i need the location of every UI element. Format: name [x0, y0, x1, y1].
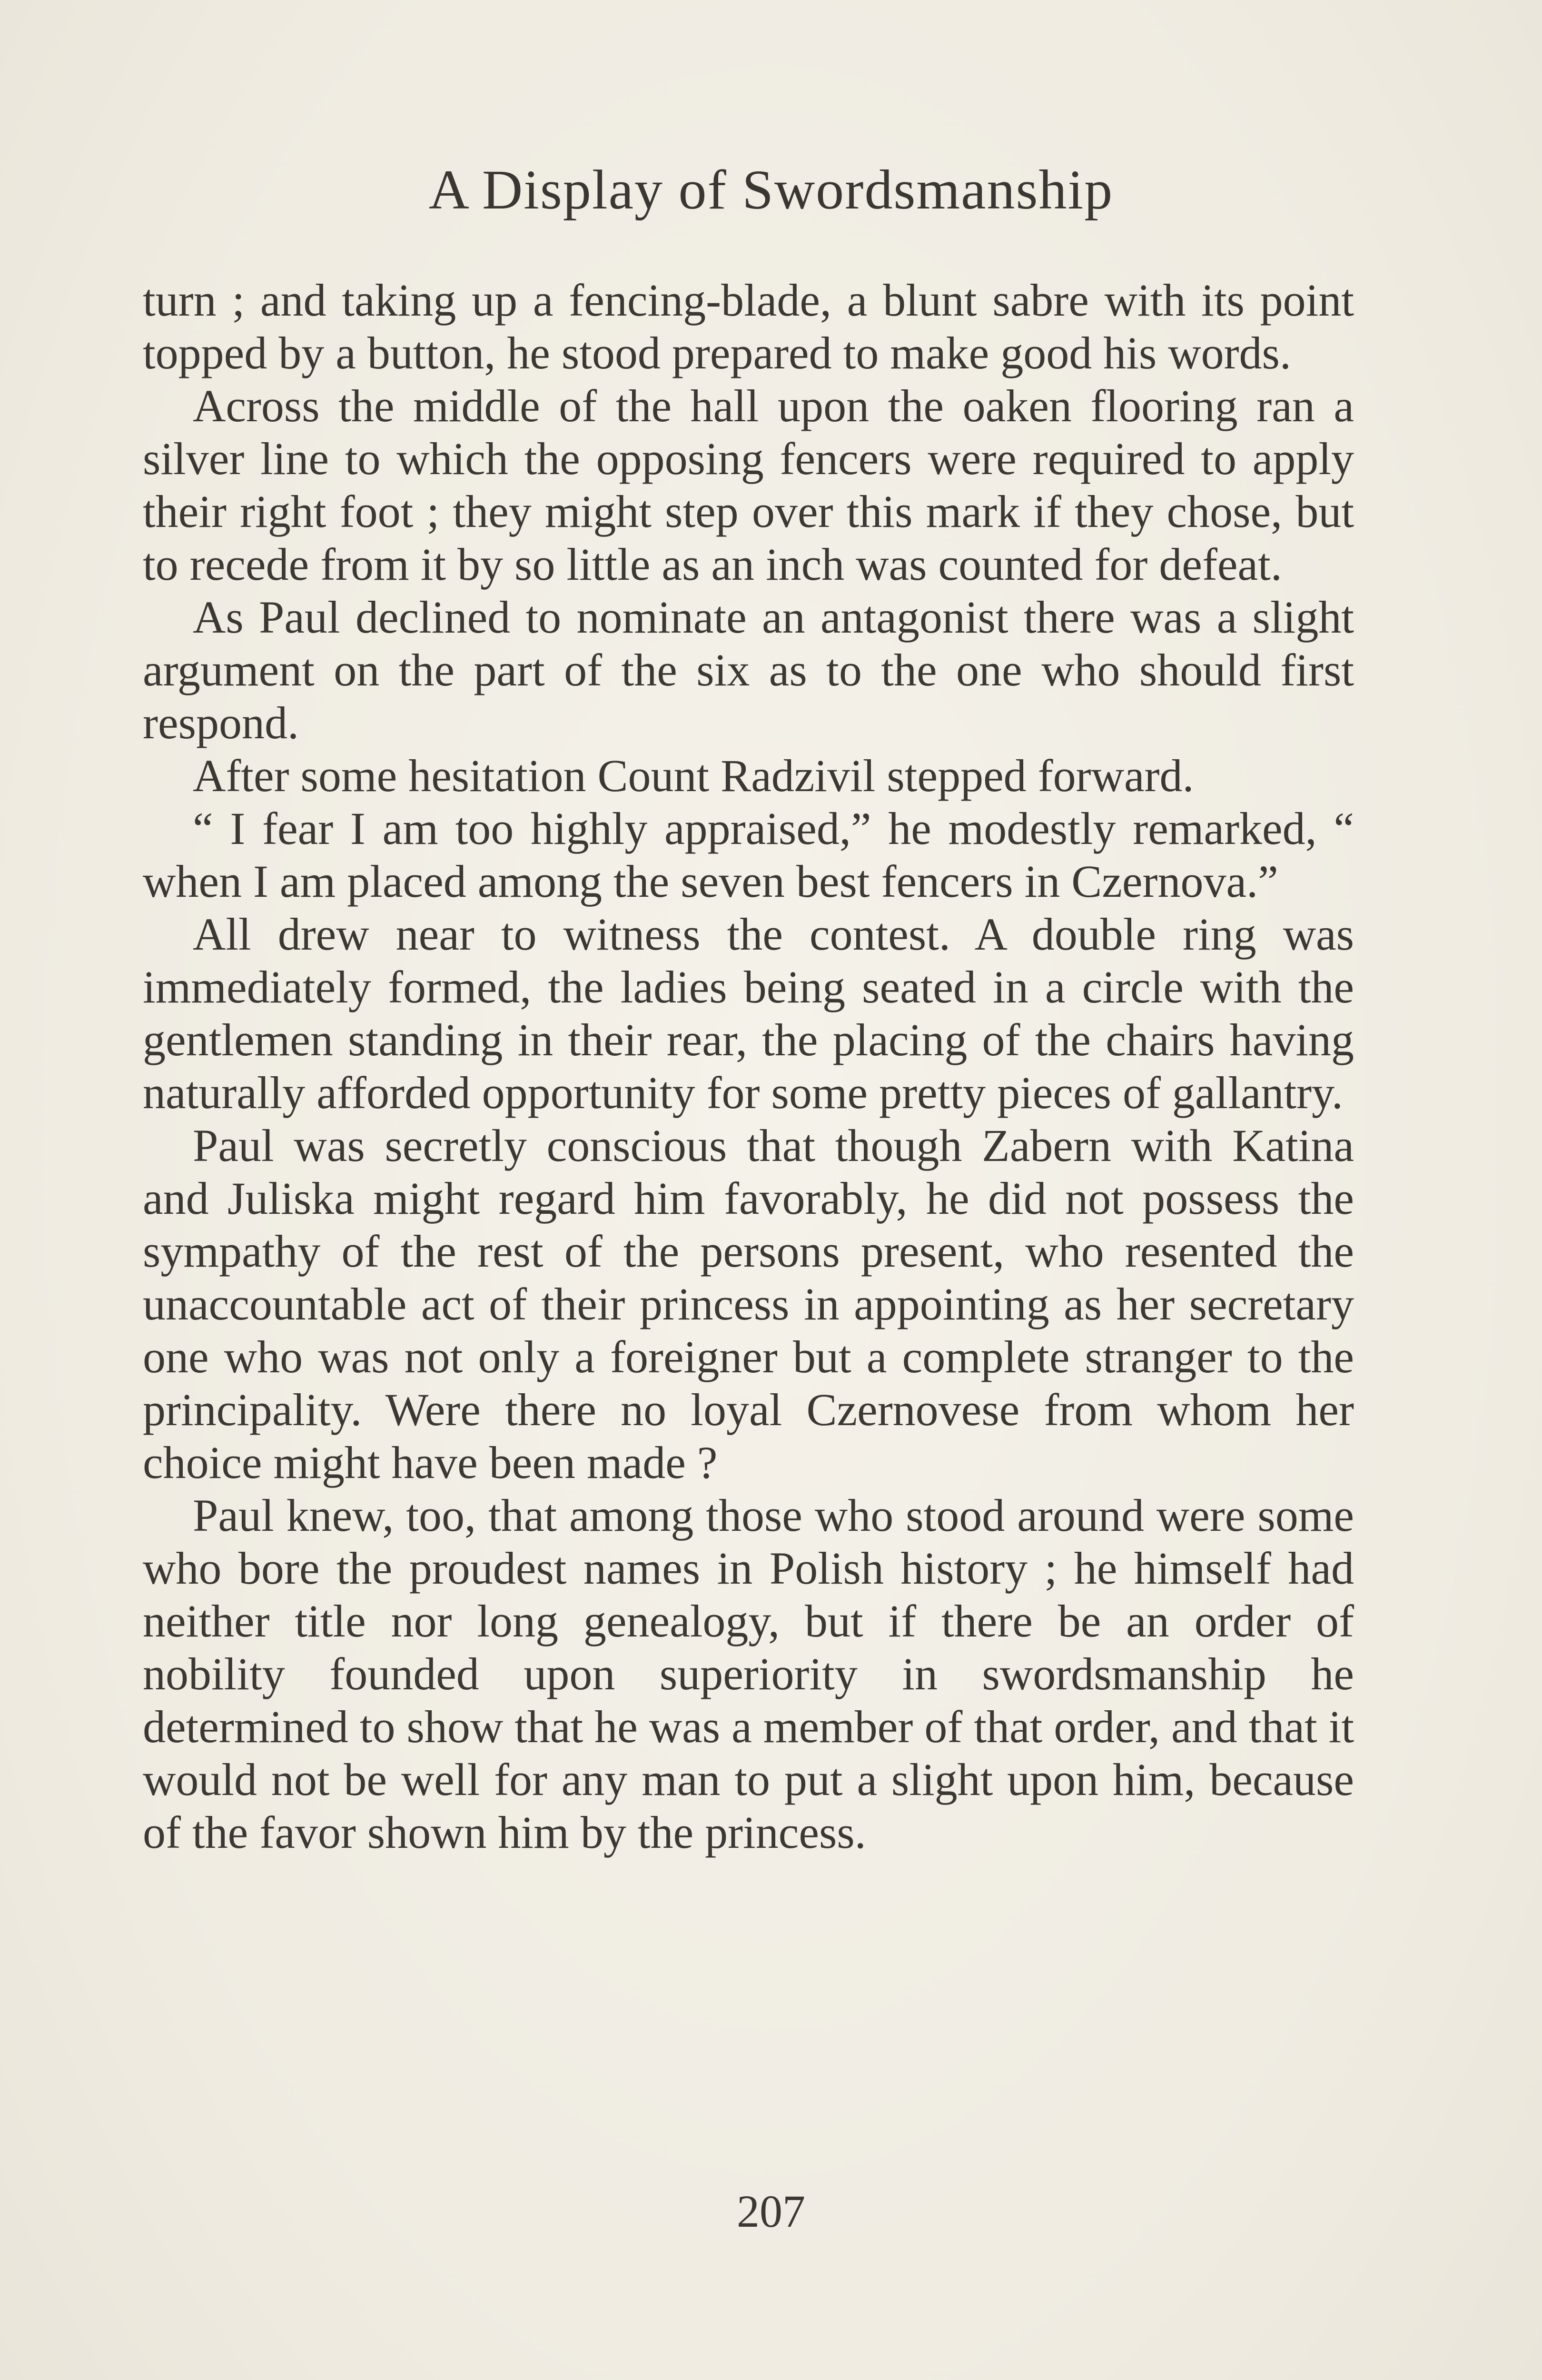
- paragraph: As Paul declined to nominate an antagonist there was a slight argument on the part of the six as to the one who should first respond.: [143, 592, 1354, 748]
- running-head: A Display of Swordsmanship: [428, 159, 1114, 221]
- paragraph: Paul was secretly conscious that though Zabern with Katina and Juliska might regard him favorably, he did not possess the sympathy of the rest of the persons present, who resented the unaccountable act of their princess in appointing as her secretary one who was not only a foreigner but a complete stranger to the principality. Were there no loyal Czernovese from whom her choice might have been made ?: [143, 1120, 1354, 1488]
- paragraph: All drew near to witness the contest. A double ring was immediately formed, the ladies being seated in a circle with the gentlemen standing in their rear, the placing of the chairs having naturally afforded opportunity for some pretty pieces of gallantry.: [143, 909, 1354, 1118]
- paragraph: Across the middle of the hall upon the oaken flooring ran a silver line to which the opposing fencers were required to apply their right foot ; they might step over this mark if they chose, but to recede from it by so little as an inch was counted for defeat.: [143, 380, 1354, 590]
- paragraph: Paul knew, too, that among those who stood around were some who bore the proudest names in Polish history ; he himself had neither title nor long genealogy, but if there be an order of nobility founded upon superiority in swordsmanship he determined to show that he was a member of that order, and that it would not be well for any man to put a slight upon him, because of the favor shown him by the princess.: [143, 1490, 1354, 1858]
- paragraph: turn ; and taking up a fencing-blade, a blunt sabre with its point topped by a button, he stood prepared to make good his words.: [143, 275, 1354, 378]
- body-text: [143, 274, 1354, 1859]
- page-number: 207: [737, 2186, 805, 2237]
- paragraph: After some hesitation Count Radzivil stepped forward.: [193, 750, 1194, 801]
- paragraph: “ I fear I am too highly appraised,” he modestly remarked, “ when I am placed among the seven best fencers in Czernova.”: [143, 803, 1354, 907]
